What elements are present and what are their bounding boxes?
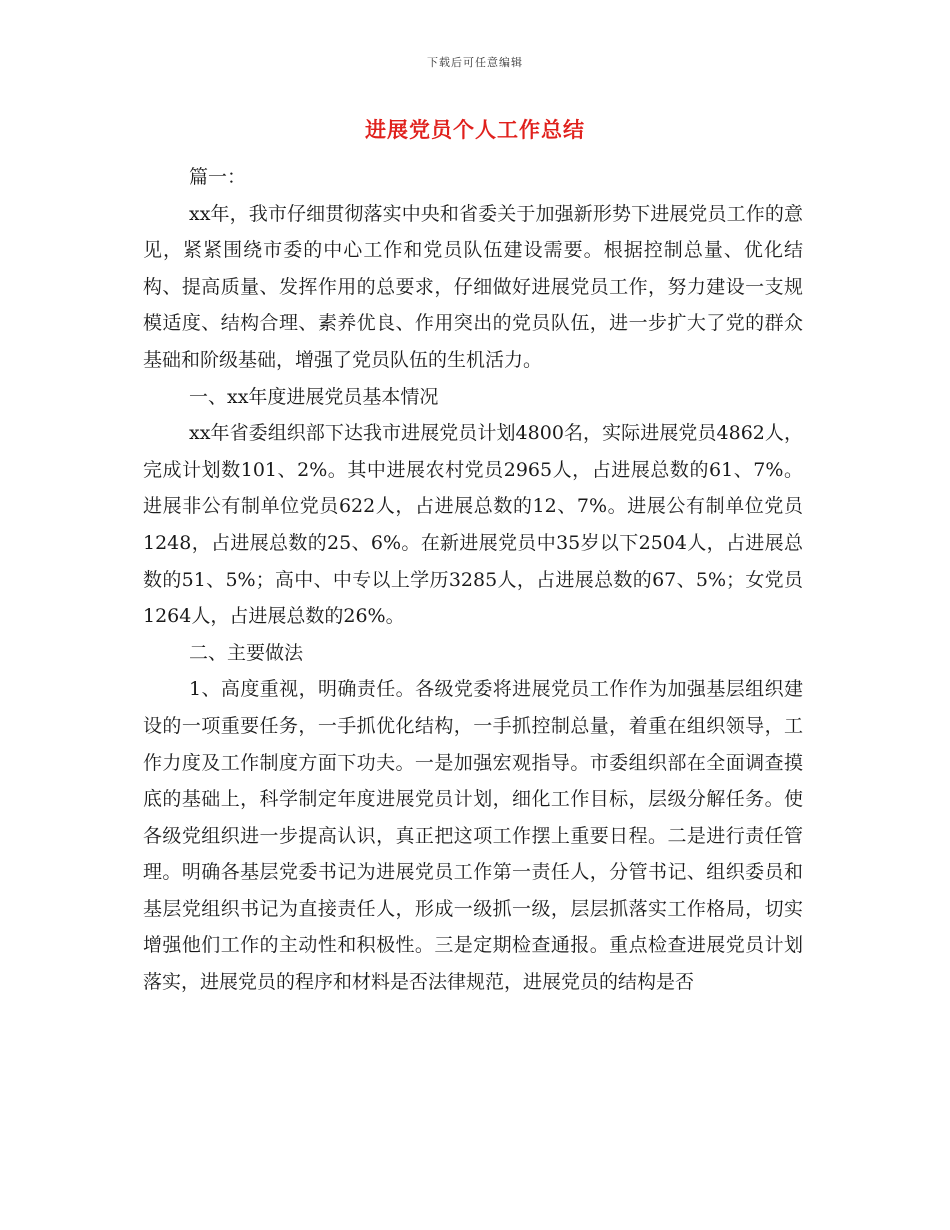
document-title: 进展党员个人工作总结 bbox=[365, 117, 585, 142]
paragraph-practice-1: 1、高度重视，明确责任。各级党委将进展党员工作作为加强基层组织建设的一项重要任务，一手抓优化结构，一手抓控制总量，着重在组织领导，工作力度及工作制度方面下功夫。一是加强宏观指导。市委组织部在全面调查摸底的基础上，科学制定年度进展党员计划，细化工作目标，层级分解任务。使各级党组织进一步提高认识，真正把这项工作摆上重要日程。二是进行责任管理。明确各基层党委书记为进展党员工作第一责任人，分管书记、组织委员和基层党组织书记为直接责任人，形成一级抓一级，层层抓落实工作格局，切实增强他们工作的主动性和积极性。三是定期检查通报。重点检查进展党员计划落实，进展党员的程序和材料是否法律规范，进展党员的结构是否 bbox=[143, 678, 803, 994]
heading-main-practices: 二、主要做法 bbox=[189, 641, 304, 664]
header-note: 下载后可任意编辑 bbox=[427, 56, 523, 69]
document-body bbox=[143, 159, 803, 1001]
paragraph-statistics: xx年省委组织部下达我市进展党员计划4800名，实际进展党员4862人，完成计划数101、2%。其中进展农村党员2965人，占进展总数的61、7%。进展非公有制单位党员622人，占进展总数的12、7%。进展公有制单位党员1248，占进展总数的25、6%。在新进展党员中35岁以下2504人，占进展总数的51、5%；高中、中专以上学历3285人，占进展总数的67、5%；女党员1264人，占进展总数的26%。 bbox=[143, 422, 803, 628]
paragraph-intro: xx年，我市仔细贯彻落实中央和省委关于加强新形势下进展党员工作的意见，紧紧围绕市委的中心工作和党员队伍建设需要。根据控制总量、优化结构、提高质量、发挥作用的总要求，仔细做好进展党员工作，努力建设一支规模适度、结构合理、素养优良、作用突出的党员队伍，进一步扩大了党的群众基础和阶级基础，增强了党员队伍的生机活力。 bbox=[143, 202, 803, 371]
paragraph-section-label: 篇一： bbox=[189, 166, 247, 188]
heading-basic-situation: 一、xx年度进展党员基本情况 bbox=[189, 385, 439, 408]
